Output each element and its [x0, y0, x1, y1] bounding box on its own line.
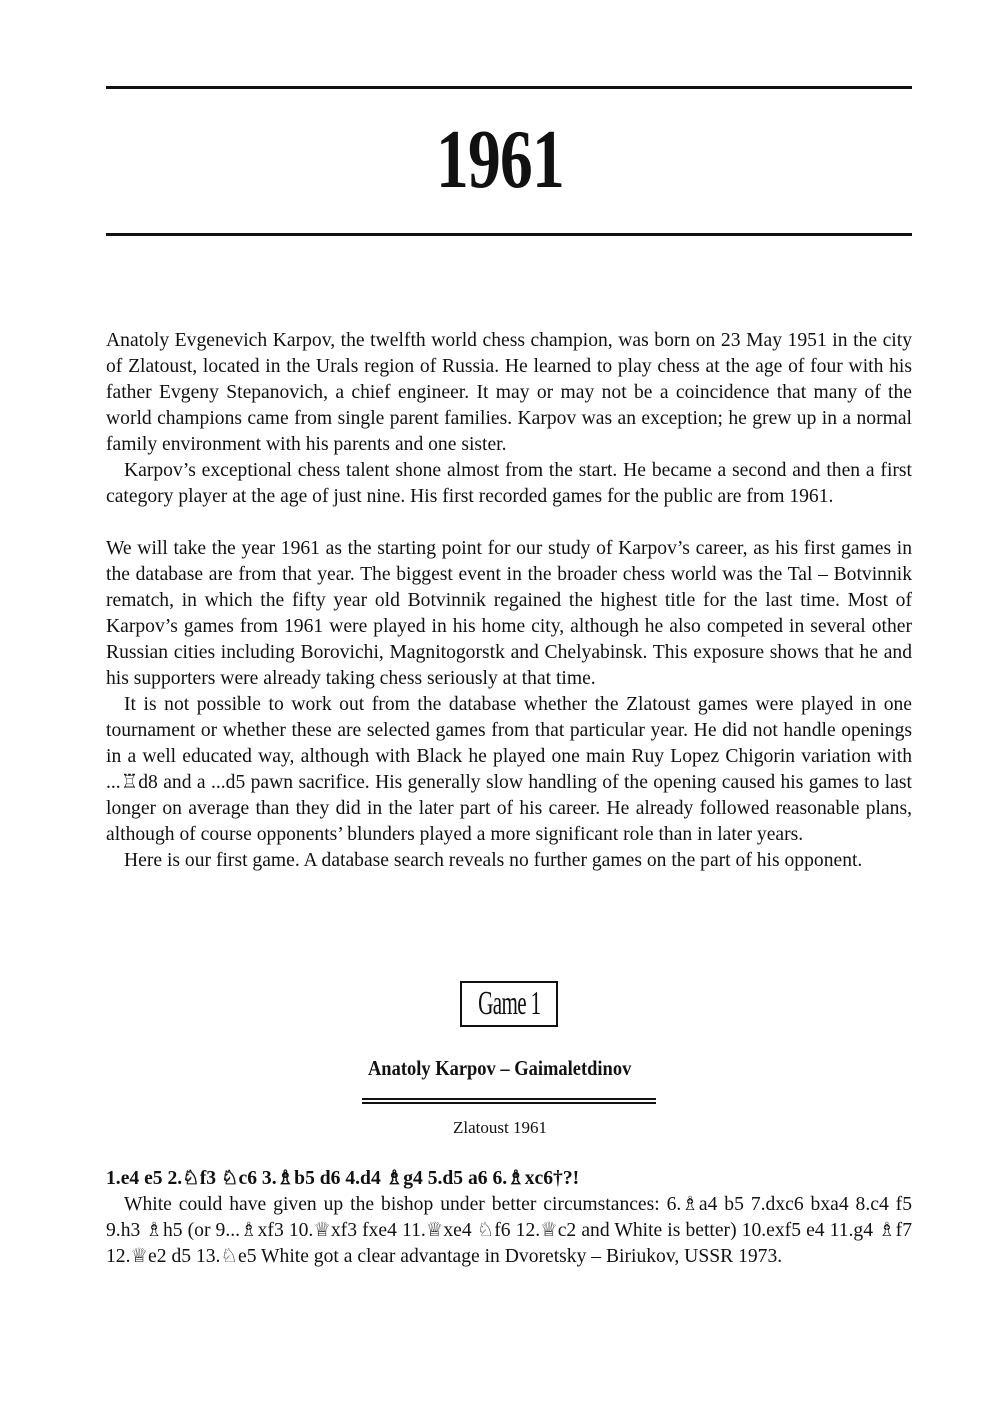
game-players: [0, 1056, 1000, 1081]
intro-paragraph-1: Anatoly Evgenevich Karpov, the twelfth world chess champion, was born on 23 May 1951 in the city of Zlatoust, located in the Urals region of Russia. He learned to play chess at the age of four with his father Evgeny Stepanovich, a chief engineer. It may or may not be a coincidence that many of the world champions came from single parent families. Karpov was an exception; he grew up in a normal family environment with his parents and one sister.: [106, 330, 912, 455]
study-paragraph-1: We will take the year 1961 as the starting point for our study of Karpov’s career, as his first games in the database are from that year. The biggest event in the broader chess world was the Tal – Botvinnik rematch, in which the fifty year old Botvinnik regained the highest title for the last time. Most of Karpov’s games from 1961 were played in his home city, although he also competed in several other Russian cities including Borovichi, Magnitogorstk and Chelyabinsk. This exposure shows that he and his supporters were already taking chess seriously at that time.: [106, 538, 912, 689]
game-venue: Zlatoust 1961: [453, 1118, 547, 1137]
paragraph-gap: [106, 510, 912, 536]
top-rule: [106, 86, 912, 89]
intro-paragraph-2: Karpov’s exceptional chess talent shone almost from the start. He became a second and then a first category player at the age of just nine. His first recorded games for the public are from 1961.: [106, 460, 912, 507]
players-underline-2: [362, 1102, 656, 1104]
study-paragraph-2: It is not possible to work out from the database whether the Zlatoust games were played in one tournament or whether these are selected games from that particular year. He did not handle openings in a well educated way, although with Black he played one main Ruy Lopez Chigorin variation with ...♖d8 and a ...d5 pawn sacrifice. His generally slow handling of the opening caused his games to last longer on average than they did in the later part of his career. He already followed reasonable plans, although of course opponents’ blunders played a more significant role than in later years.: [106, 694, 912, 845]
game-number-box: [460, 981, 558, 1027]
chapter-title: 1961: [436, 113, 564, 206]
study-paragraph-3: Here is our first game. A database search reveals no further games on the part of his opponent.: [124, 850, 863, 871]
game-number-label: Game 1: [477, 985, 541, 1022]
bottom-rule: [106, 233, 912, 236]
game-moves: 1.e4 e5 2.♘f3 ♘c6 3.♗b5 d6 4.d4 ♗g4 5.d5 a6 6.♗xc6†?!: [106, 1168, 580, 1189]
game-commentary: White could have given up the bishop under better circumstances: 6.♗a4 b5 7.dxc6 bxa4 8.c4 f5 9.h3 ♗h5 (or 9...♗xf3 10.♕xf3 fxe4 11.♕xe4 ♘f6 12.♕c2 and White is better) 10.exf5 e4 11.g4 ♗f7 12.♕e2 d5 13.♘e5 White got a clear advantage in Dvoretsky – Biriukov, USSR 1973.: [106, 1194, 912, 1267]
players-underline-1: [362, 1098, 656, 1100]
players-heading: Anatoly Karpov – Gaimaletdinov: [368, 1056, 632, 1080]
intro-section: [106, 328, 912, 874]
